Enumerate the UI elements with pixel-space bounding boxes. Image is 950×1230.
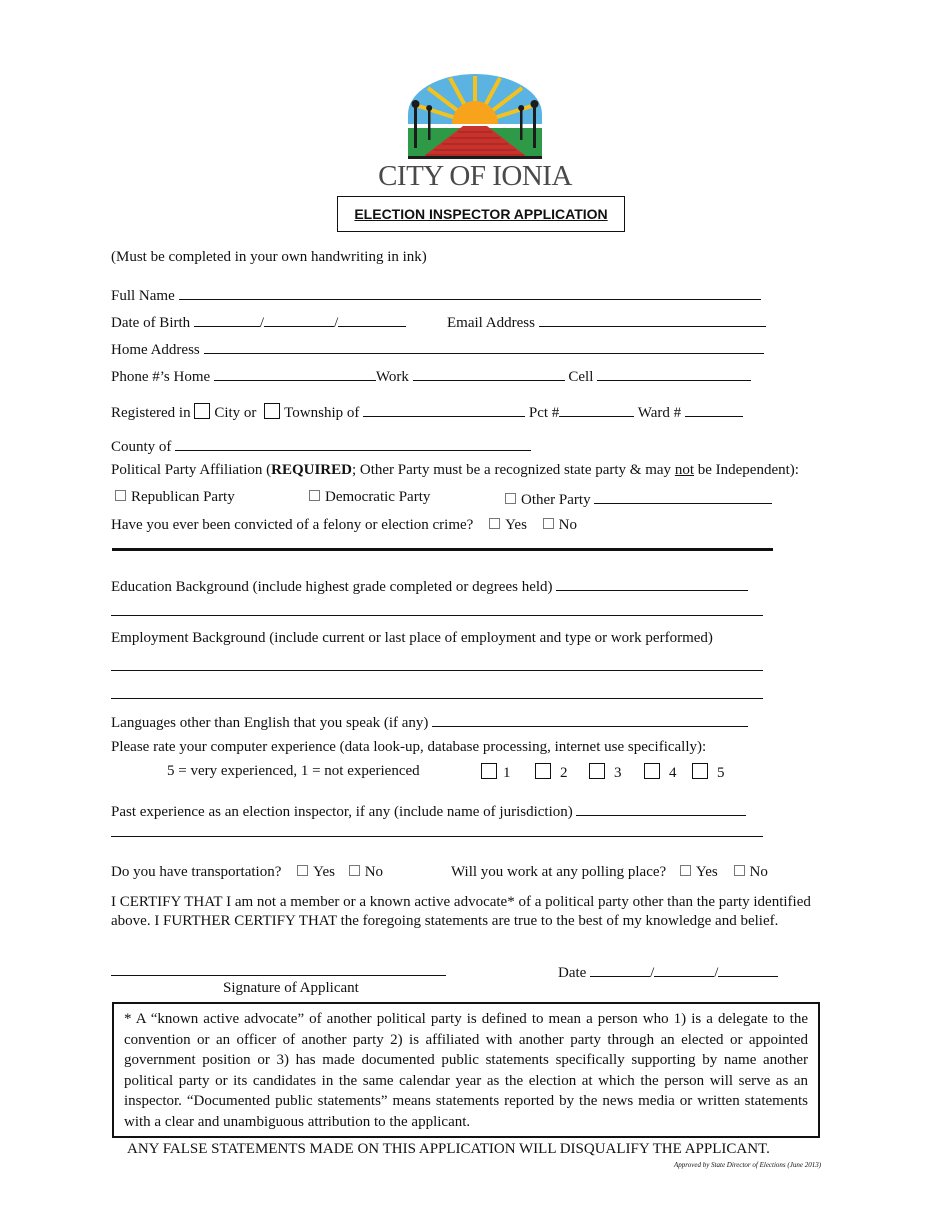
republican-checkbox[interactable] [115,490,126,501]
past-experience-label: Past experience as an election inspector, if any (include name of jurisdiction) [111,804,573,820]
felony-yes-checkbox[interactable] [489,518,500,529]
phone-cell-label: Cell [568,369,594,385]
phone-cell-input[interactable] [597,366,751,381]
languages-label: Languages other than English that you speak (if any) [111,715,429,731]
employment-line-1[interactable] [111,670,763,671]
full-name-row [111,285,761,305]
dob-year-input[interactable] [338,312,406,327]
certify-statement: I CERTIFY THAT I am not a member or a known active advocate* of a political party other than the party identified above. I FURTHER CERTIFY THAT the foregoing statements are true to the best of my knowledge and belief. [111,894,811,929]
party-affiliation-text [111,462,799,479]
rating-3-label: 3 [614,765,622,781]
education-input[interactable] [556,576,748,591]
phone-work-input[interactable] [413,366,565,381]
party-suffix: be Independent): [693,462,799,478]
transportation-yes-checkbox[interactable] [297,865,308,876]
other-party-input[interactable] [594,489,772,504]
dob-month-input[interactable] [194,312,260,327]
party-prefix: Political Party Affiliation ( [111,462,272,478]
registered-row [111,402,743,422]
felony-no-label: No [558,517,578,533]
dob-label: Date of Birth [111,315,191,331]
computer-scale: 5 = very experienced, 1 = not experienced [167,763,420,779]
pct-input[interactable] [559,402,634,417]
logo-graphic [370,74,580,189]
other-party-checkbox[interactable] [505,493,516,504]
full-name-label: Full Name [111,288,175,304]
svg-text:CITY OF IONIA: CITY OF IONIA [378,160,572,189]
past-experience-line-2[interactable] [111,836,763,837]
date-day-input[interactable] [654,962,714,977]
disqualify-warning: ANY FALSE STATEMENTS MADE ON THIS APPLICATION WILL DISQUALIFY THE APPLICANT. [127,1141,770,1157]
party-not: not [674,462,694,478]
past-experience-row [111,801,746,821]
rating-4-label: 4 [669,765,677,781]
polling-yes-checkbox[interactable] [680,865,691,876]
democratic-checkbox[interactable] [309,490,320,501]
ward-input[interactable] [685,402,743,417]
date-year-input[interactable] [718,962,778,977]
county-input[interactable] [175,436,531,451]
rating-4[interactable] [644,763,677,782]
rating-4-checkbox[interactable] [644,763,660,779]
democratic-label: Democratic Party [325,489,431,505]
transportation-question: Do you have transportation? [111,864,282,880]
county-row [111,436,531,456]
phone-home-input[interactable] [214,366,376,381]
polling-no-label: No [749,864,768,880]
city-logo [370,74,580,189]
email-input[interactable] [539,312,766,327]
other-party-label: Other Party [521,492,591,508]
instructions: (Must be completed in your own handwriting in ink) [111,249,427,265]
computer-question: Please rate your computer experience (data look-up, database processing, internet use specifically): [111,739,707,755]
form-title: ELECTION INSPECTOR APPLICATION [354,206,608,222]
languages-input[interactable] [432,712,748,727]
email-row [447,312,766,332]
phone-row [111,366,751,386]
felony-row [111,517,577,534]
republican-label: Republican Party [131,489,235,505]
rating-5-checkbox[interactable] [692,763,708,779]
felony-yes-label: Yes [505,517,527,533]
rating-1-label: 1 [503,765,511,781]
felony-question: Have you ever been convicted of a felony or election crime? [111,517,474,533]
party-option-democratic[interactable] [309,489,430,506]
signature-label: Signature of Applicant [223,980,359,996]
dob-row: Date of Birth / / [111,312,406,332]
employment-line-2[interactable] [111,698,763,699]
footnote-box [112,1002,820,1138]
city-checkbox[interactable] [194,403,210,419]
township-checkbox[interactable] [264,403,280,419]
polling-yes-label: Yes [695,864,718,880]
rating-5-label: 5 [717,765,725,781]
county-label: County of [111,439,172,455]
date-month-input[interactable] [590,962,650,977]
form-title-box [337,196,625,232]
education-row [111,576,748,596]
rating-3-checkbox[interactable] [589,763,605,779]
signature-line[interactable] [111,975,446,976]
dob-day-input[interactable] [264,312,334,327]
languages-row [111,712,748,732]
transportation-no-checkbox[interactable] [349,865,360,876]
party-option-republican[interactable] [115,489,235,506]
date-label: Date [558,965,587,981]
phone-home-label: Phone #’s Home [111,369,211,385]
employment-label: Employment Background (include current or last place of employment and type or work performed) [111,630,713,646]
footnote-text: * A “known active advocate” of another political party is defined to mean a person who 1) is a delegate to the convention or an officer of another party 2) is affiliated with another party through an elected or appointed government position or 3) has made documented public statements specifically supporting by name another political party or its candidates in the same calendar year as the election at which the person will serve as an inspector. “Documented public statements” means statements reported by the news media or written statements with a clear and unambiguous attribution to the applicant. [124,1011,808,1130]
rating-1[interactable] [481,763,511,782]
full-name-input[interactable] [179,285,761,300]
transportation-no-label: No [364,864,384,880]
township-input[interactable] [363,402,525,417]
polling-row [451,864,768,881]
home-address-row [111,339,764,359]
felony-no-checkbox[interactable] [543,518,554,529]
date-row: Date / / [558,962,778,982]
transportation-yes-label: Yes [313,864,335,880]
education-line-2[interactable] [111,615,763,616]
party-required: REQUIRED [271,462,352,478]
registered-label: Registered in [111,405,191,421]
party-option-other[interactable] [505,489,772,509]
education-label: Education Background (include highest grade completed or degrees held) [111,579,553,595]
rating-3[interactable] [589,763,622,782]
pct-label: Pct # [528,405,560,421]
rating-2-checkbox[interactable] [535,763,551,779]
party-middle: ; Other Party must be a recognized state party & may [351,462,675,478]
rating-5[interactable] [692,763,725,782]
section-divider [112,548,773,551]
city-label: City or [214,405,257,421]
township-label: Township of [284,405,360,421]
home-address-input[interactable] [204,339,764,354]
approval-note: Approved by State Director of Elections (June 2013) [674,1161,822,1169]
email-label: Email Address [447,315,535,331]
phone-work-label: Work [375,369,409,385]
ward-label: Ward # [637,405,682,421]
polling-question: Will you work at any polling place? [451,864,667,880]
home-address-label: Home Address [111,342,200,358]
past-experience-input[interactable] [576,801,746,816]
rating-1-checkbox[interactable] [481,763,497,779]
rating-2[interactable] [535,763,568,782]
polling-no-checkbox[interactable] [734,865,745,876]
rating-2-label: 2 [560,765,568,781]
transportation-row [111,864,383,881]
